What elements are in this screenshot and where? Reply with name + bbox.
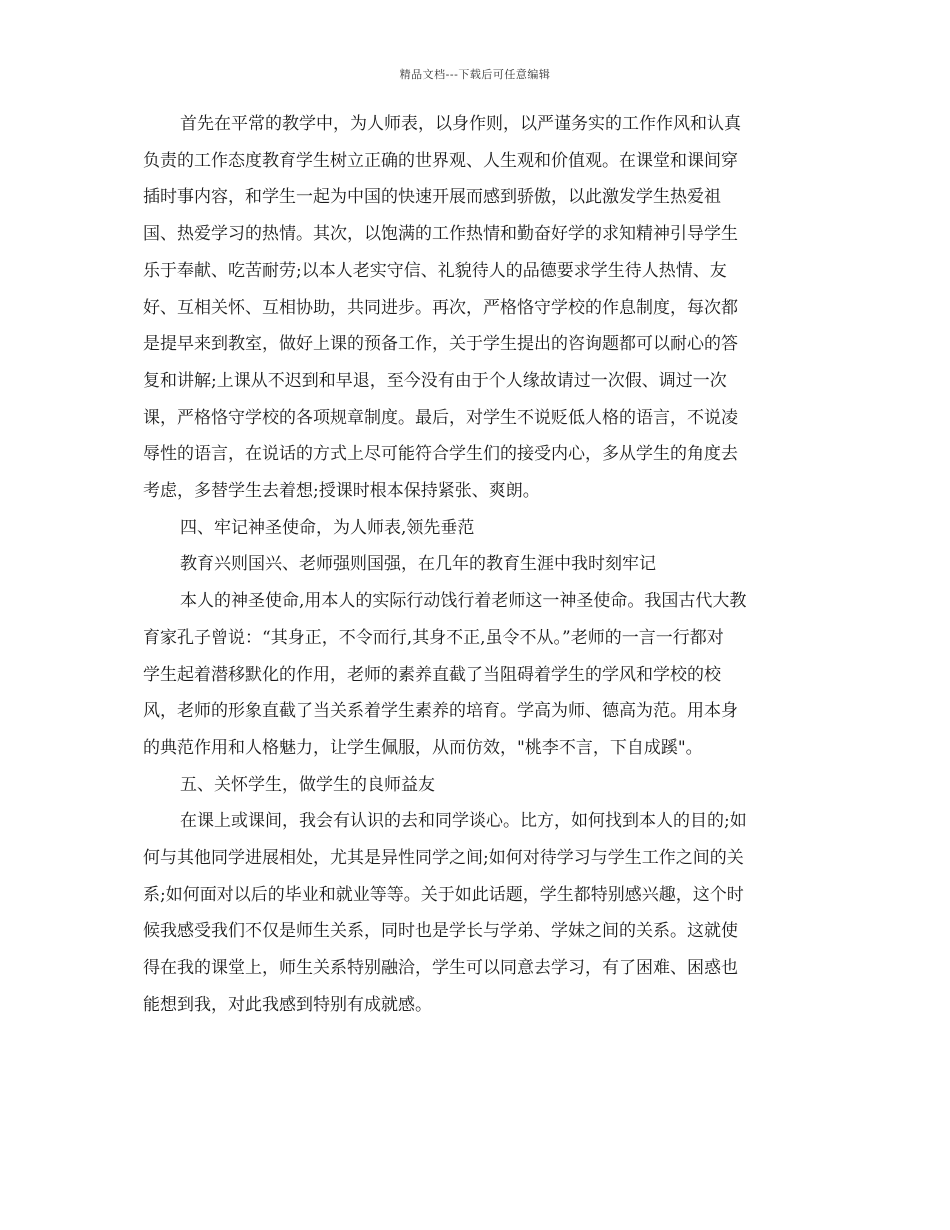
paragraph-line: 能想到我，对此我感到特别有成就感。 bbox=[143, 995, 432, 1015]
paragraph-line: 系;如何面对以后的毕业和就业等等。关于如此话题，学生都特别感兴趣，这个时 bbox=[143, 885, 744, 905]
paragraph-line: 学生起着潜移默化的作用，老师的素养直截了当阻碍着学生的学风和学校的校 bbox=[143, 665, 721, 685]
paragraph-line: 育家孔子曾说：“其身正，不令而行,其身不正,虽令不从。”老师的一言一行都对 bbox=[143, 628, 724, 648]
paragraph-line: 辱性的语言，在说话的方式上尽可能符合学生们的接受内心，多从学生的角度去 bbox=[143, 444, 738, 464]
paragraph-line: 负责的工作态度教育学生树立正确的世界观、人生观和价值观。在课堂和课间穿 bbox=[143, 151, 738, 171]
paragraph-first-line: 在课上或课间，我会有认识的去和同学谈心。比方，如何找到本人的目的;如 bbox=[180, 811, 747, 831]
paragraph-line: 复和讲解;上课从不迟到和早退，至今没有由于个人缘故请过一次假、调过一次 bbox=[143, 371, 727, 391]
paragraph-line: 考虑，多替学生去着想;授课时根本保持紧张、爽朗。 bbox=[143, 481, 540, 501]
paragraph-first-line: 四、牢记神圣使命，为人师表,领先垂范 bbox=[180, 518, 475, 538]
paragraph-line: 课，严格恪守学校的各项规章制度。最后，对学生不说贬低人格的语言，不说凌 bbox=[143, 408, 738, 428]
paragraph-line: 是提早来到教室，做好上课的预备工作，关于学生提出的咨询题都可以耐心的答 bbox=[143, 334, 738, 354]
paragraph-first-line: 五、关怀学生，做学生的良师益友 bbox=[180, 775, 435, 795]
paragraph-line: 得在我的课堂上，师生关系特别融洽，学生可以同意去学习，有了困难、困惑也 bbox=[143, 958, 738, 978]
paragraph-line: 国、热爱学习的热情。其次，以饱满的工作热情和勤奋好学的求知精神引导学生 bbox=[143, 224, 738, 244]
paragraph-line: 风，老师的形象直截了当关系着学生素养的培育。学高为师、德高为范。用本身 bbox=[143, 701, 738, 721]
paragraph-line: 的典范作用和人格魅力，让学生佩服，从而仿效，"桃李不言，下自成蹊"。 bbox=[143, 738, 703, 758]
paragraph-line: 候我感受我们不仅是师生关系，同时也是学长与学弟、学妹之间的关系。这就使 bbox=[143, 921, 738, 941]
paragraph-first-line: 教育兴则国兴、老师强则国强，在几年的教育生涯中我时刻牢记 bbox=[180, 554, 656, 574]
paragraph-first-line: 本人的神圣使命,用本人的实际行动饯行着老师这一神圣使命。我国古代大教 bbox=[180, 591, 747, 611]
paragraph-line: 好、互相关怀、互相协助，共同进步。再次，严格恪守学校的作息制度，每次都 bbox=[143, 298, 738, 318]
paragraph-line: 插时事内容，和学生一起为中国的快速开展而感到骄傲，以此激发学生热爱祖 bbox=[143, 187, 721, 207]
paragraph-line: 乐于奉献、吃苦耐劳;以本人老实守信、礼貌待人的品德要求学生待人热情、友 bbox=[143, 261, 727, 281]
paragraph-line: 何与其他同学进展相处，尤其是异性同学之间;如何对待学习与学生工作之间的关 bbox=[143, 848, 744, 868]
paragraph-first-line: 首先在平常的教学中，为人师表，以身作则，以严谨务实的工作作风和认真 bbox=[180, 114, 741, 134]
page-header: 精品文档---下载后可任意编辑 bbox=[399, 68, 551, 81]
